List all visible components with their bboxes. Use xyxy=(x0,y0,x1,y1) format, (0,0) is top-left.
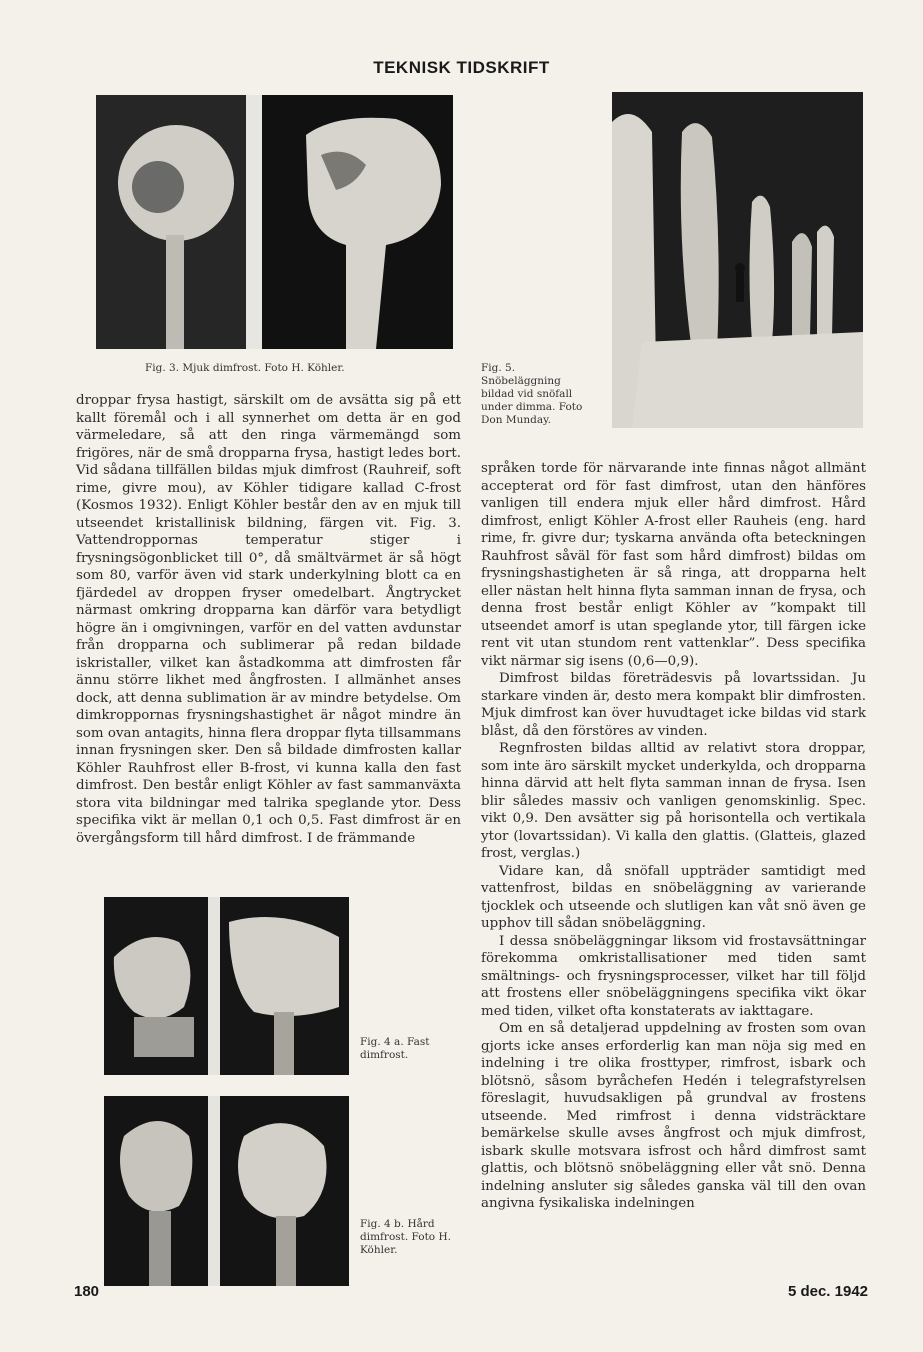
page-number: 180 xyxy=(74,1283,100,1300)
left-column xyxy=(76,392,461,847)
figure-5-caption: Fig. 5. Snöbeläggning bildad vid snöfall under dimma. Foto Don Munday. xyxy=(481,362,583,426)
figure-5-photo xyxy=(612,92,863,428)
right-paragraph-4: Vidare kan, då snöfall uppträder samtidigt med vattenfrost, bildas en snöbeläggning av varierande tjocklek och utseende och slutligen kan våt snö även ge upphov till sådan snöbeläggning. xyxy=(481,863,866,931)
figure-4a-caption: Fig. 4 a. Fast dimfrost. xyxy=(360,1036,430,1061)
photo-snow-coated-trees-icon xyxy=(612,92,863,428)
photo-soft-rime-icon xyxy=(96,95,453,349)
right-paragraph-3: Regnfrosten bildas alltid av relativt stora droppar, som inte äro särskilt mycket underkylda, och dropparna hinna därvid att helt flyta samman innan de frysa. Isen blir således massiv och vanligen genomskinlig. Spec. vikt 0,9. Den avsätter sig på horisontella och vertikala ytor (lovartssidan). Vi kalla den glattis. (Glatteis, glazed frost, verglas.) xyxy=(481,741,866,861)
issue-date: 5 dec. 1942 xyxy=(787,1283,868,1300)
left-paragraph: droppar frysa hastigt, särskilt om de avsätta sig på ett kallt föremål och i all synnerhet om detta är en god värmeledare, så att den ringa värmemängd som frigöres, när de små dropparna frysa, hastigt ledes bort. Vid sådana tillfällen bildas mjuk dimfrost (Rauhreif, soft rime, givre mou), av Köhler tidigare kallad C-frost (Kosmos 1932). Enligt Köhler består den av en mjuk till utseendet kristallinisk bildning, färgen vit. Fig. 3. Vattendroppornas temperatur stiger i frysningsögonblicket till 0°, då smältvärmet är så högt som 80, varför även vid stark underkylning blott ca en fjärdedel av droppen fryser omedelbart. Ångtrycket närmast omkring dropparna kan därför vara betydligt högre än i omgivningen, varför en del vatten avdunstar från dropparna och sublimerar på redan bildade iskristaller, vilket kan åstadkomma att dimfrosten får ännu större likhet med ångfrosten. I allmänhet anses dock, att denna sublimation är av mindre betydelse. Om dimkroppornas frysningshastighet är något mindre än som ovan antagits, hinna flera droppar flyta tillsammans innan frysningen sker. Den så bildade dimfrosten kallar Köhler Rauhfrost eller B-frost, vi kunna kalla den fast dimfrost. Den består enligt Köhler av fast sammanväxta stora vita bildningar med talrika speglande ytor. Dess specifika vikt är mellan 0,1 och 0,5. Fast dimfrost är en övergångsform till hård dimfrost. I de främmande xyxy=(76,393,461,846)
journal-title: TEKNISK TIDSKRIFT xyxy=(373,58,550,77)
right-paragraph-1: språken torde för närvarande inte finnas något allmänt accepterat ord för fast dimfrost, utan den hänföres vanligen till endera mjuk eller hård dimfrost. Hård dimfrost, enligt Köhler A-frost eller Rauheis (eng. hard rime, fr. givre dur; tyskarna använda ofta beteckningen Rauhfrost såväl för fast som hård dimfrost) bildas om frysningshastigheten är så ringa, att dropparna helt eller nästan helt hinna flyta samman innan de frysa, och denna frost består enligt Köhler av ”kompakt till utseendet amorf is utan speglande ytor, till färgen icke rent vit utan stundom rent vattenklar”. Dess specifika vikt närmar sig isens (0,6—0,9). xyxy=(481,461,866,669)
figure-3-photo xyxy=(96,95,453,349)
right-paragraph-5: I dessa snöbeläggningar liksom vid frostavsättningar förekomma omkristallisationer med tiden samt smältnings- och frysningsprocesser, vilket har till följd att frostens eller snöbeläggningens specifika vikt ökar med tiden, vilket ofta konstaterats av iakttagare. xyxy=(481,933,866,1019)
right-paragraph-6: Om en så detaljerad uppdelning av frosten som ovan gjorts icke anses erforderlig kan man nöja sig med en indelning i tre olika frosttyper, rimfrost, isbark och blötsnö, såsom byråchefen Hedén i telegrafstyrelsen föreslagit, huvudsakligen på grundval av frostens utseende. Med rimfrost i denna vidsträcktare bemärkelse skulle avses ångfrost och mjuk dimfrost, isbark skulle motsvara isfrost och hård dimfrost samt glattis, och blötsnö snöbeläggning eller våt snö. Denna indelning ansluter sig således ganska väl till den ovan angivna fysikaliska indelningen xyxy=(481,1021,866,1211)
figure-4a-photo xyxy=(104,897,349,1075)
photo-hard-rime-icon xyxy=(104,1096,349,1286)
right-column xyxy=(481,460,866,1213)
photo-solid-rime-icon xyxy=(104,897,349,1075)
figure-4b-caption: Fig. 4 b. Hård dimfrost. Foto H. Köhler. xyxy=(360,1218,451,1256)
figure-3-caption: Fig. 3. Mjuk dimfrost. Foto H. Köhler. xyxy=(145,362,345,374)
figure-4b-photo xyxy=(104,1096,349,1286)
right-paragraph-2: Dimfrost bildas företrädesvis på lovartssidan. Ju starkare vinden är, desto mera kompakt blir dimfrosten. Mjuk dimfrost kan över huvudtaget icke bildas vid stark blåst, då den förstöres av vinden. xyxy=(481,671,866,739)
